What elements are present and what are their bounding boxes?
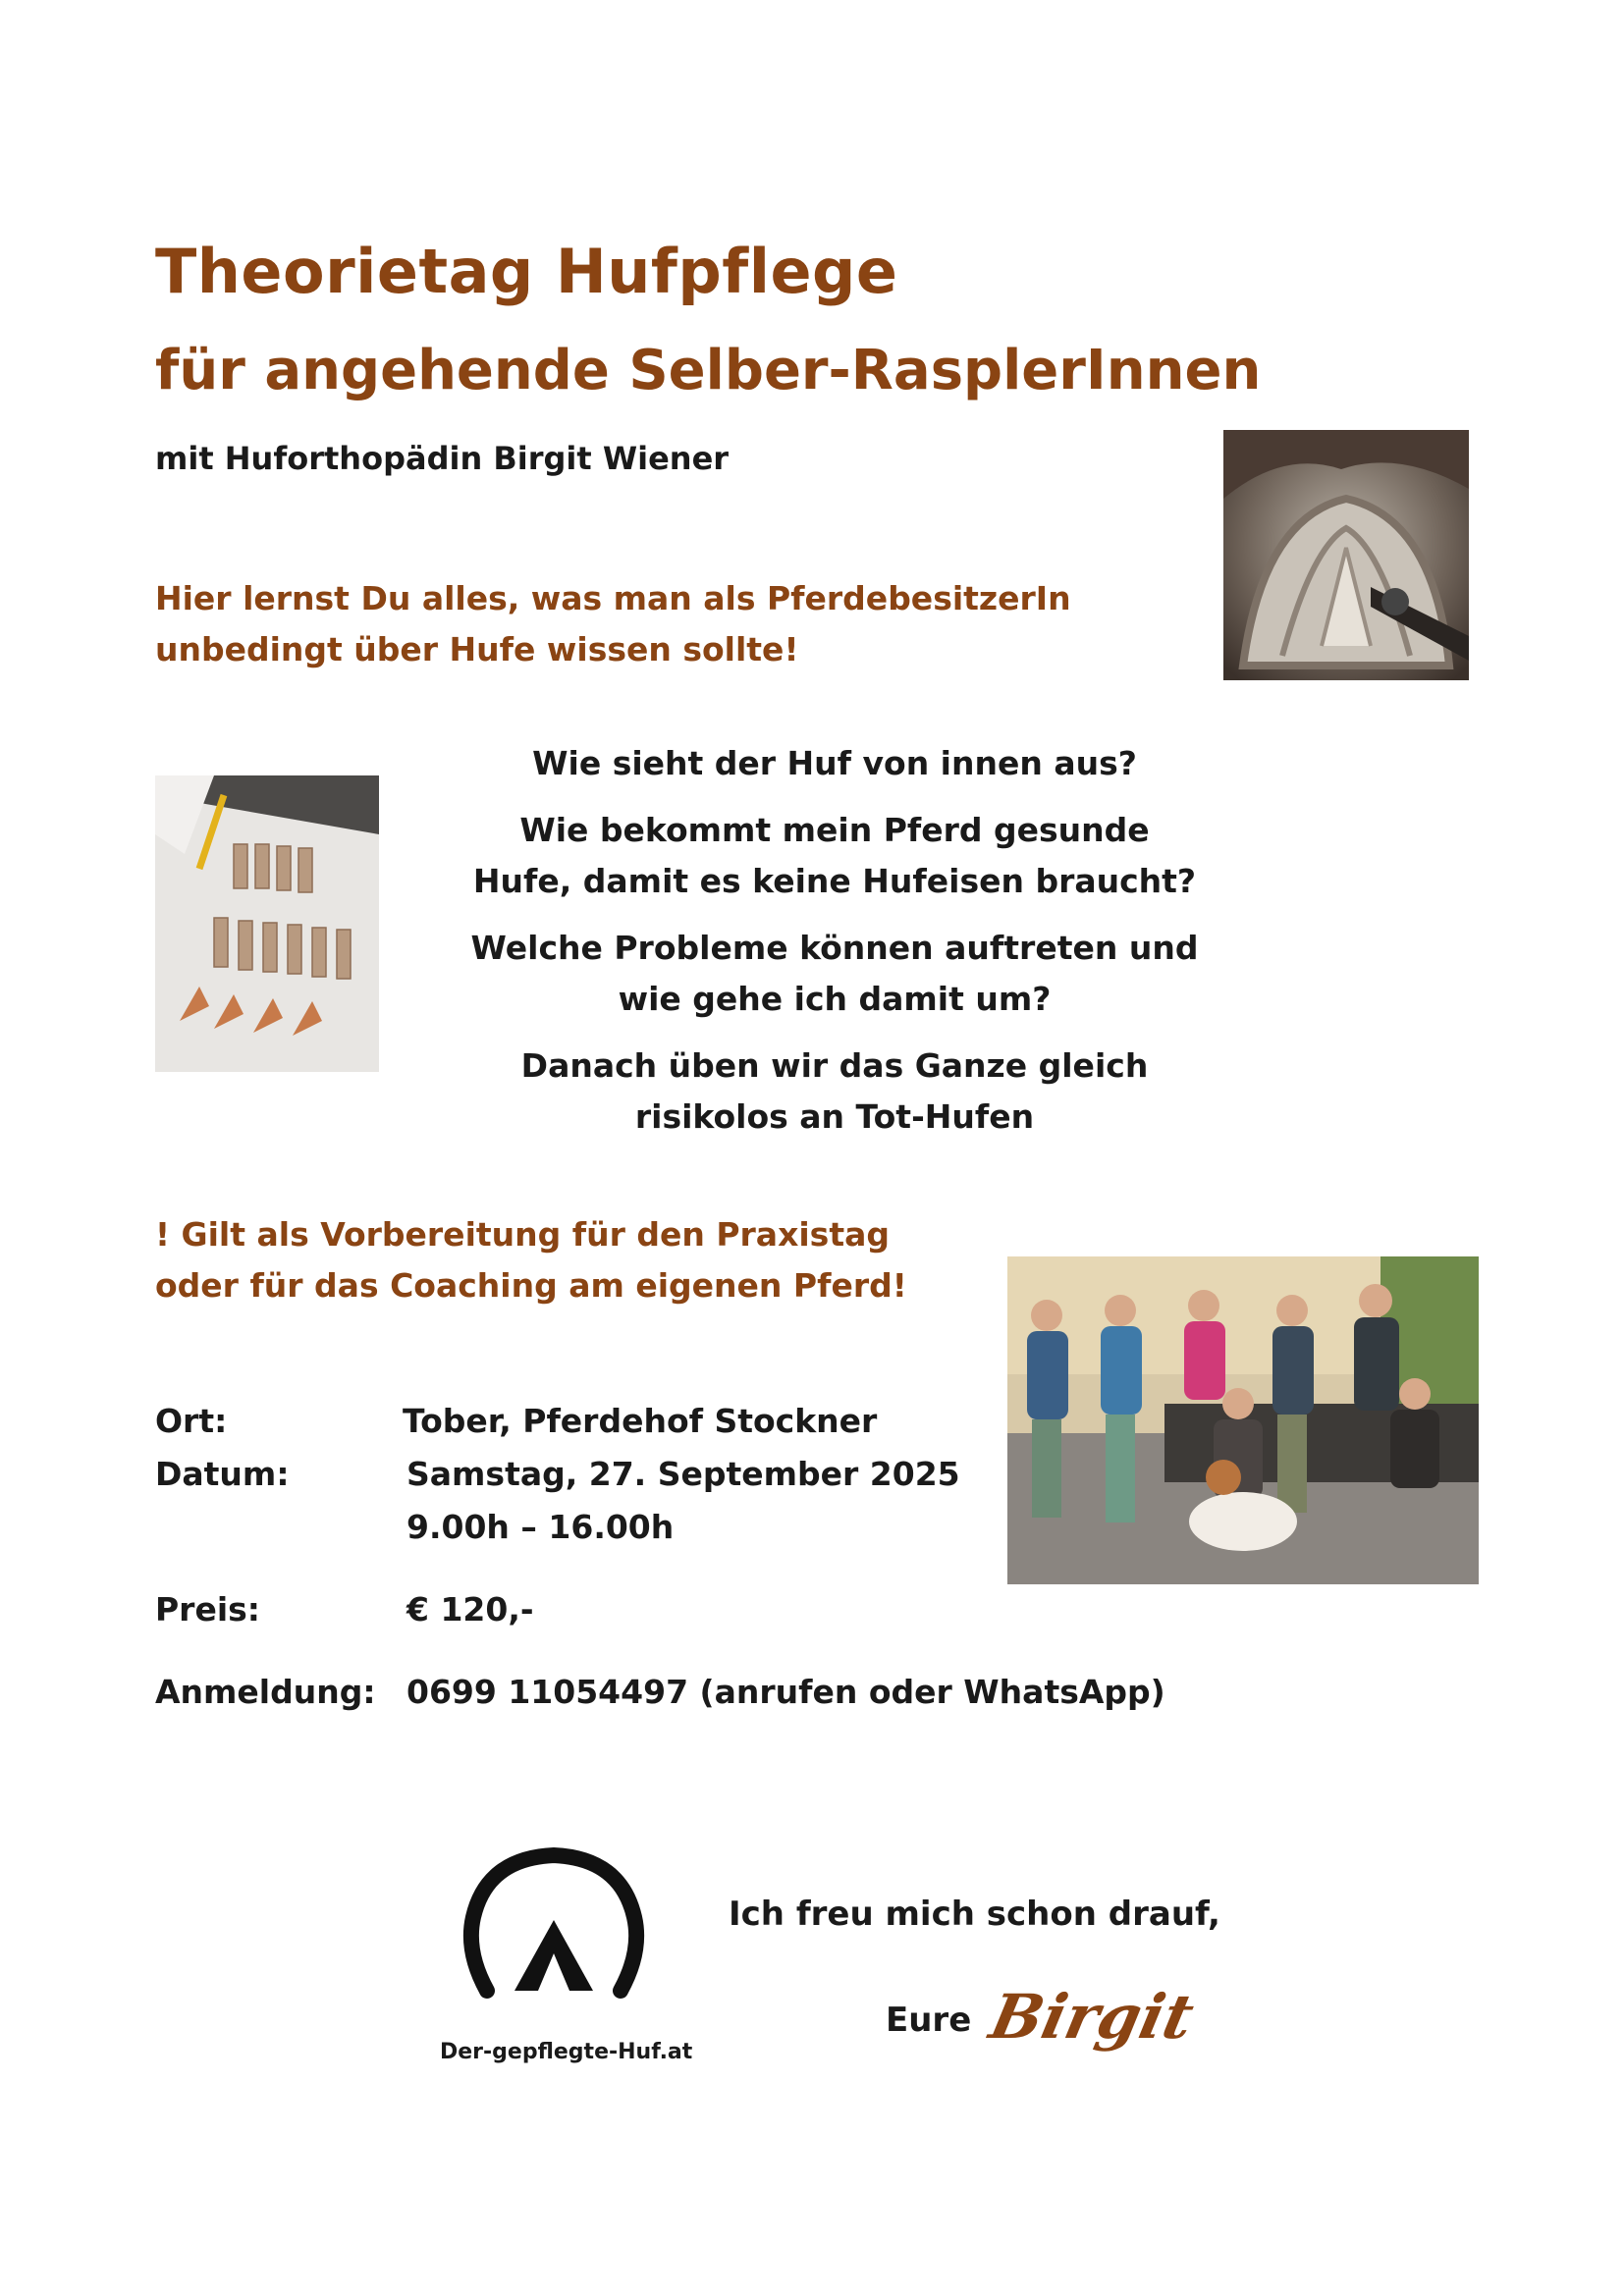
greeting-text: Ich freu mich schon drauf, [729,1895,1220,1934]
horseshoe-logo-icon [456,1843,652,2010]
price-label: Preis: [155,1590,260,1629]
group-photo [1007,1256,1479,1584]
signature: Birgit [984,1981,1200,2053]
location-label: Ort: [155,1402,228,1440]
hoof-photo [1223,430,1469,680]
question-2-line-2: Hufe, damit es keine Hufeisen braucht? [472,862,1197,900]
preparation-line-2: oder für das Coaching am eigenen Pferd! [155,1266,907,1305]
page-title: Theorietag Hufpflege [155,236,898,307]
questions-block [461,738,1208,1158]
page-subtitle: für angehende Selber-RasplerInnen [155,339,1262,402]
closing-text: Eure [886,2001,972,2040]
intro-line-2: unbedingt über Hufe wissen sollte! [155,630,799,668]
time-value: 9.00h – 16.00h [406,1508,675,1546]
registration-value: 0699 11054497 (anrufen oder WhatsApp) [406,1673,1165,1711]
question-2-line-1: Wie bekommt mein Pferd gesunde [519,811,1150,849]
byline: mit Huforthopädin Birgit Wiener [155,440,730,477]
price-value: € 120,- [406,1590,534,1629]
preparation-line-1: ! Gilt als Vorbereitung für den Praxistag [155,1215,890,1254]
location-value: Tober, Pferdehof Stockner [403,1402,878,1440]
book-photo [155,775,379,1072]
logo-text: Der-gepflegte-Huf.at [440,2040,693,2064]
question-4-line-1: Danach üben wir das Ganze gleich [520,1046,1149,1085]
question-4-line-2: risikolos an Tot-Hufen [634,1097,1035,1136]
date-value: Samstag, 27. September 2025 [406,1455,960,1493]
question-3-line-2: wie gehe ich damit um? [618,980,1052,1018]
date-label: Datum: [155,1455,290,1493]
preparation-note [155,1209,907,1311]
intro-line-1: Hier lernst Du alles, was man als PferdebesitzerIn [155,579,1071,617]
intro-text [155,573,1071,675]
question-1: Wie sieht der Huf von innen aus? [532,744,1137,782]
question-3-line-1: Welche Probleme können auftreten und [470,929,1199,967]
registration-label: Anmeldung: [155,1673,376,1711]
